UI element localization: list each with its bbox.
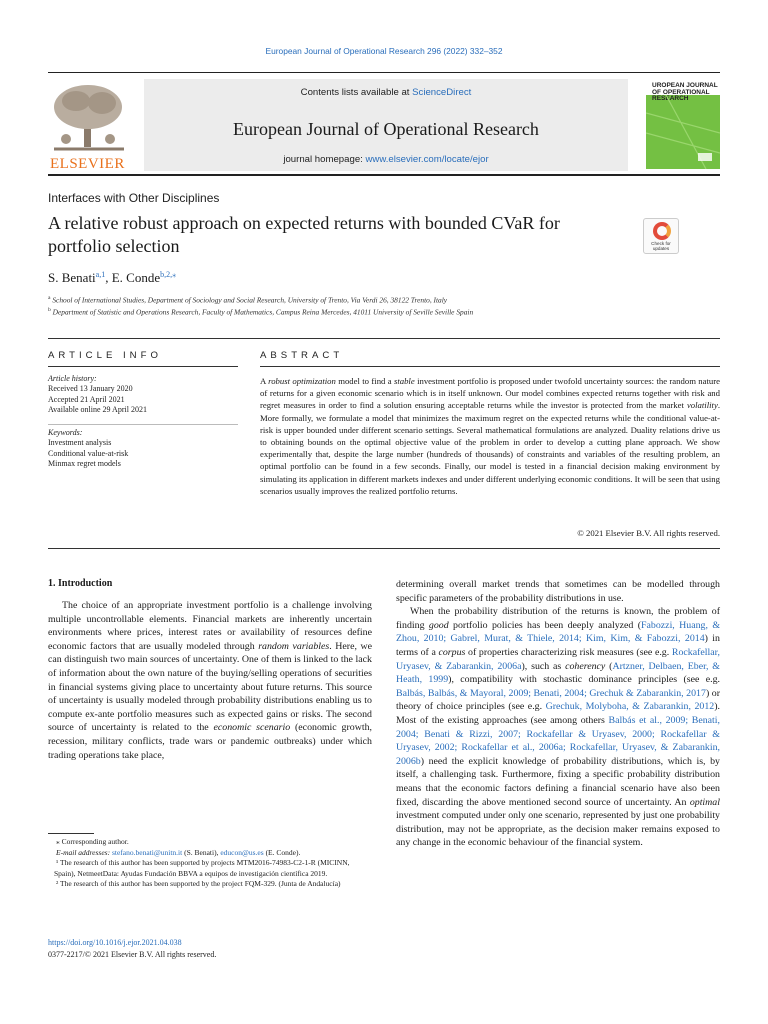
citation-link[interactable]: Balbás, Balbás, & Mayoral, 2009; Benati, 2004; Grechuk & Zabarankin, 2017: [396, 687, 706, 699]
check-updates-icon: [653, 222, 671, 240]
journal-title: European Journal of Operational Research: [233, 119, 539, 139]
page-footer: [48, 937, 216, 960]
divider: [48, 366, 238, 367]
author-marks[interactable]: b,2,⁎: [160, 270, 177, 279]
email-link[interactable]: stefano.benati@unitn.it: [111, 847, 183, 857]
tree-icon: [48, 81, 130, 155]
journal-banner: [144, 79, 628, 171]
author-marks[interactable]: a,1: [95, 270, 106, 279]
email-link[interactable]: educon@us.es: [220, 847, 264, 857]
affiliation: $^a$ School of International Studies, Department of Sociology and Social Research, University of Trento, Via Verdi 26, 38122 Trento, Italy: [48, 295, 448, 305]
publisher-wordmark: ELSEVIER: [50, 156, 125, 172]
abstract-text: A robust optimization model to find a stable investment portfolio is proposed under twofold uncertainty sources: the random nature of returns for a given economic scenario which is in itself unknown. Our model combines expected returns together with risk and regret measures in order to find a solution ensuring acceptable returns while the investor is protected from the market volatility. More formally, we formulate a model that minimizes the maximum regret on the expected returns while the conditional value-at-risk is upper bounded under different scenario settings. Several mathematical formulations are analyzed. Duality relations drive us to obtaining bounds on the optimal objective value of the problem in order to develop a cutting plane approach. We show experimentally that, despite the large number (hundreds of thousands) of constraints and variables of the resulting problem, an optimal portfolio can be found in a few seconds. Finally, our model is tested in a financial decision making environment by simulating its application in different markets indexes and under different underlying economic conditions. It will be seen that using scenarios usually improves the realized portfolio returns.: [260, 376, 721, 496]
citation-link[interactable]: Balbás et al., 2009; Benati, 2004; Benati & Rizzi, 2007; Rockafellar & Uryasev, 2000; Rockafellar & Uryasev, 2002; Rockafellar et al., 2006a; Rockafellar, Uryasev, & Zabarankin, 2006b: [396, 714, 721, 767]
footnotes: ⁎ Corresponding author. E-mail addresses: stefano.benati@unitn.it (S. Benati), educon@us.es (E. Conde). ¹ The research of this author has been supported by projects MTM2016-74983-C2-1-R (MICINN, Spain), NetmeetData: Ayudas Fundación BBVA a equipos de investigación científica 2019. ² The research of this author has been supported by the project FQM-329. (Junta de Andalucía): [54, 837, 350, 889]
section-heading: 1. Introduction: [48, 578, 113, 589]
divider: [48, 548, 720, 549]
body-column-right: determining overall market trends that sometimes can be modelled through specific parameters of the probability distributions in use. When the probability distribution of the returns is known, the problem of finding good portfolio policies has been deeply analyzed (Fabozzi, Huang, & Zhou, 2010; Gabrel, Murat, & Thiele, 2014; Kim, Kim, & Fabozzi, 2014) in terms of a corpus of properties characterizing risk measures (see e.g. Rockafellar, Uryasev, & Zabarankin, 2006a), such as coherency (Artzner, Delbaen, Eber, & Heath, 1999), compatibility with stochastic dominance principles (see e.g. Balbás, Balbás, & Mayoral, 2009; Benati, 2004; Grechuk & Zabarankin, 2017) or theory of choice principles (see e.g. Grechuk, Molyboha, & Zabarankin, 2012). Most of the existing approaches (see among others Balbás et al., 2009; Benati, 2004; Benati & Rizzi, 2007; Rockafellar & Uryasev, 2000; Rockafellar & Uryasev, 2002; Rockafellar et al., 2006a; Rockafellar, Uryasev, & Zabarankin, 2006b) need the explicit knowledge of probability distributions, which is, by itself, a challenging task. Furthermore, fixing a specific probability distribution means that the economic factors defining a financial scenario have also been fixed, discarding the above mentioned second source of uncertainty. An optimal investment computed under only one scenario, represented by just one probability distribution, may not be appropriate, as the decision maker remains exposed to any change in the economic behaviour of the financial system.: [396, 579, 721, 849]
contents-line: Contents lists available at ScienceDirect: [300, 87, 472, 98]
cover-pattern-icon: [646, 73, 720, 169]
journal-cover-thumbnail[interactable]: [646, 73, 720, 169]
divider: [260, 366, 720, 367]
citation-link[interactable]: Fabozzi, Huang, & Zhou, 2010; Gabrel, Murat, & Thiele, 2014; Kim, Kim, & Fabozzi, 2014: [396, 619, 720, 645]
abstract-copyright: © 2021 Elsevier B.V. All rights reserved.: [577, 528, 720, 538]
check-for-updates-button[interactable]: [643, 218, 679, 254]
author-name[interactable]: E. Conde: [111, 270, 161, 285]
body-column-left: The choice of an appropriate investment portfolio is a challenge involving multiple uncontrollable elements. Financial markets are inherently uncertain environments where prices, interest rates or availability of resources define economic factors that are usually modeled through random variables. Here, we can distinguish two main sources of uncertainty. One of them is linked to the lack of information about the own nature of the buying/selling operations of securities in financial systems giving place to uncertainty about future returns. This source of uncertainty is usually modeled through probability distributions enabling us to compute ex-ante portfolio measures such as expected gains or risks. The second source of uncertainty is related to the economic scenario (economic growth, recession, military conflicts, trade wars or pandemic outbreaks) under which trading operations take place,: [48, 600, 372, 761]
divider: [48, 338, 720, 339]
issn-line: 0377-2217/© 2021 Elsevier B.V. All rights reserved.: [48, 949, 217, 959]
article-info-heading: ARTICLE INFO: [48, 350, 162, 361]
keywords: Keywords: Investment analysis Conditional value-at-risk Minmax regret models: [48, 428, 129, 469]
homepage-line: journal homepage: www.elsevier.com/locate/ejor: [283, 154, 489, 165]
affiliation: $^b$ Department of Statistic and Operations Research, Faculty of Mathematics, Campus Reina Mercedes, 41011 University of Seville Seville Spain: [48, 307, 474, 317]
citation-link[interactable]: Grechuk, Molyboha, & Zabarankin, 2012: [545, 701, 715, 713]
masthead: [48, 72, 720, 176]
sciencedirect-link[interactable]: ScienceDirect: [412, 87, 472, 98]
elsevier-logo: [48, 81, 130, 173]
article-section: Interfaces with Other Disciplines: [48, 191, 220, 205]
cover-title: UROPEAN JOURNAL OF OPERATIONAL RESEARCH: [652, 82, 718, 102]
author-name[interactable]: S. Benati: [48, 270, 96, 285]
citation-link[interactable]: Artzner, Delbaen, Eber, & Heath, 1999: [396, 660, 720, 686]
footnote-divider: [48, 833, 94, 834]
homepage-link[interactable]: www.elsevier.com/locate/ejor: [365, 154, 489, 165]
divider: [48, 424, 238, 425]
abstract-heading: ABSTRACT: [260, 350, 344, 361]
citation-link[interactable]: Rockafellar, Uryasev, & Zabarankin, 2006a: [396, 646, 720, 672]
article-history: Article history: Received 13 January 2020 Accepted 21 April 2021 Available online 29 April 2021: [48, 374, 147, 415]
author-list: S. Benati$^{a,1}$, E. Conde$^{b,2,⁎}$: [48, 270, 177, 285]
article-title: A relative robust approach on expected returns with bounded CVaR for portfolio selection: [48, 213, 560, 256]
doi-link[interactable]: https://doi.org/10.1016/j.ejor.2021.04.038: [48, 938, 182, 947]
journal-reference[interactable]: European Journal of Operational Research 296 (2022) 332–352: [265, 46, 503, 56]
check-updates-label: Check for updates: [651, 241, 671, 251]
